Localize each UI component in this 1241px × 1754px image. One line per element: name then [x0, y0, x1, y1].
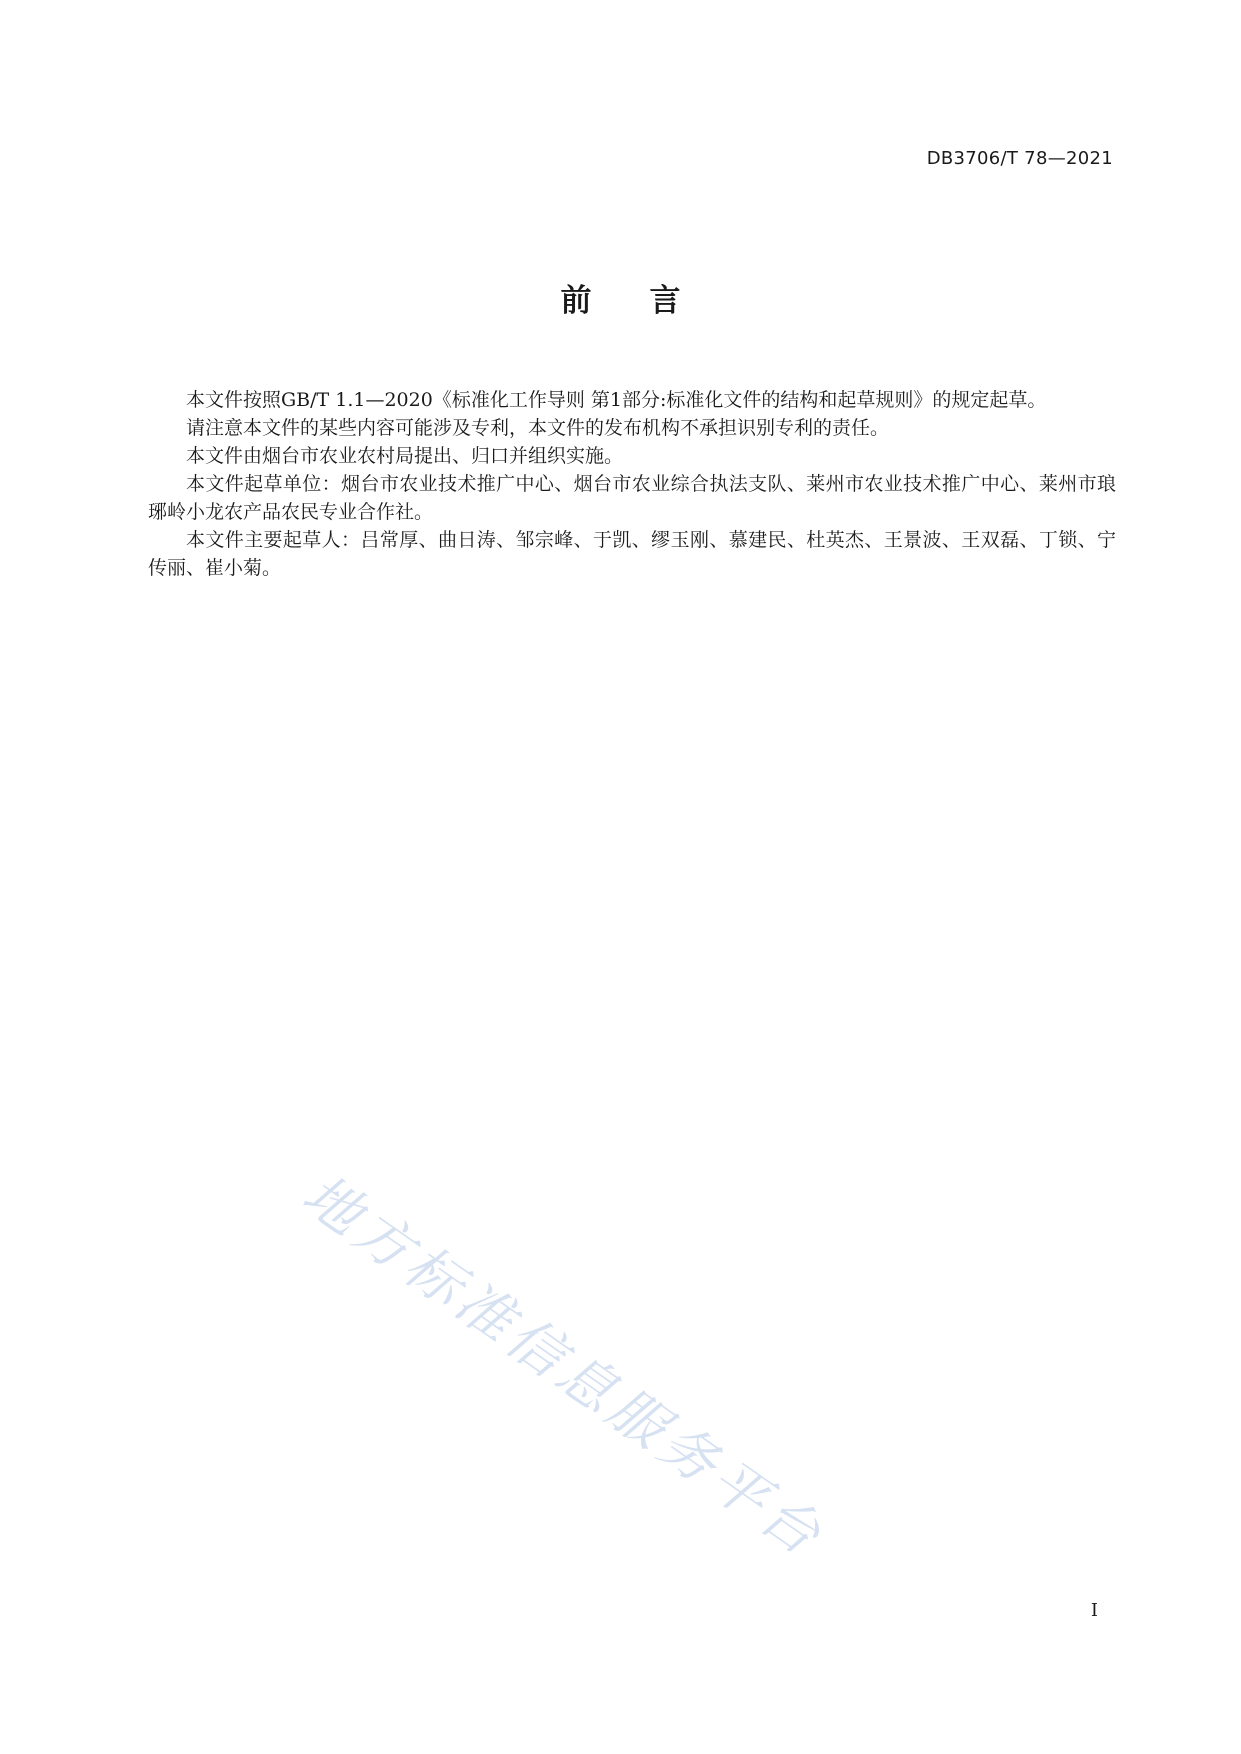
page-number: I [1090, 1600, 1098, 1621]
paragraph-drafting-units: 本文件起草单位：烟台市农业技术推广中心、烟台市农业综合执法支队、莱州市农业技术推广中心、莱州市琅琊岭小龙农产品农民专业合作社。 [148, 473, 1116, 523]
paragraph-patent-notice: 请注意本文件的某些内容可能涉及专利，本文件的发布机构不承担识别专利的责任。 [186, 417, 890, 439]
watermark: 地方标准信息服务平台 [290, 1162, 836, 1571]
paragraph-proposer: 本文件由烟台市农业农村局提出、归口并组织实施。 [186, 445, 624, 467]
paragraph-drafting-rules: 本文件按照GB/T 1.1—2020《标准化工作导则 第1部分:标准化文件的结构和起草规则》的规定起草。 [186, 389, 1047, 411]
foreword-body [148, 386, 1116, 582]
document-code: DB3706/T 78—2021 [926, 148, 1113, 169]
paragraph-drafters: 本文件主要起草人：吕常厚、曲日涛、邹宗峰、于凯、缪玉刚、慕建民、杜英杰、王景波、王双磊、丁锁、宁传丽、崔小菊。 [148, 529, 1116, 579]
page-title: 前言 [560, 283, 739, 319]
